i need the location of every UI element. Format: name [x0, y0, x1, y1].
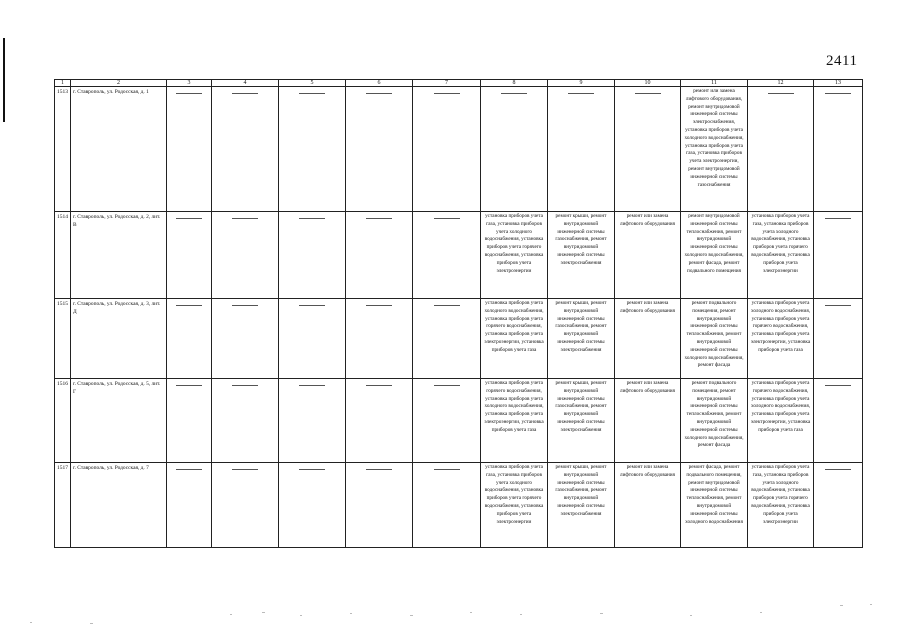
- dash-mark: [825, 305, 851, 306]
- column-number-row: [55, 80, 863, 87]
- address-cell: г. Ставрополь, ул. Родосская, д. 2, лит. В: [71, 212, 167, 299]
- work-cell: ремонт крыши, ремонт внутридомовой инженерной системы газоснабжения, ремонт внутридомовой инженерной системы электроснабжения: [548, 212, 615, 299]
- empty-cell: [279, 87, 346, 212]
- column-number: 11: [681, 80, 748, 87]
- column-number: 1: [55, 80, 71, 87]
- empty-cell: [814, 463, 863, 548]
- dash-mark: [434, 469, 460, 470]
- empty-cell: [167, 379, 212, 463]
- empty-cell: [167, 299, 212, 379]
- address-cell: г. Ставрополь, ул. Родосская, д. 5, лит. Г: [71, 379, 167, 463]
- dash-mark: [366, 93, 392, 94]
- column-number: 4: [212, 80, 279, 87]
- binding-mark: [3, 38, 5, 122]
- column-number: 3: [167, 80, 212, 87]
- empty-cell: [346, 379, 413, 463]
- empty-cell: [279, 299, 346, 379]
- empty-cell: [279, 379, 346, 463]
- dash-mark: [232, 305, 258, 306]
- work-cell: ремонт крыши, ремонт внутридомовой инженерной системы газоснабжения, ремонт внутридомовой инженерной системы электроснабжения: [548, 299, 615, 379]
- empty-cell: [748, 87, 814, 212]
- dash-mark: [299, 218, 325, 219]
- dash-mark: [176, 469, 202, 470]
- empty-cell: [413, 463, 481, 548]
- dash-mark: [299, 385, 325, 386]
- column-number: 2: [71, 80, 167, 87]
- dash-mark: [366, 218, 392, 219]
- empty-cell: [279, 463, 346, 548]
- work-cell: ремонт или замена лифтового оборудования: [615, 299, 681, 379]
- table-row: [55, 87, 863, 212]
- row-number: 1515: [55, 299, 71, 379]
- dash-mark: [825, 469, 851, 470]
- work-cell: ремонт или замена лифтового оборудования: [615, 379, 681, 463]
- empty-cell: [548, 87, 615, 212]
- empty-cell: [413, 379, 481, 463]
- dash-mark: [434, 218, 460, 219]
- empty-cell: [814, 299, 863, 379]
- empty-cell: [481, 87, 548, 212]
- column-number: 10: [615, 80, 681, 87]
- empty-cell: [814, 379, 863, 463]
- work-cell: установка приборов учета горячего водоснабжения, установка приборов учета холодного водоснабжения, установка приборов учета электроэнергии, установка приборов учета газа: [481, 379, 548, 463]
- empty-cell: [167, 463, 212, 548]
- work-cell: установка приборов учета горячего водоснабжения, установка приборов учета холодного водоснабжения, установка приборов учета электроэнергии, установка приборов учета газа: [748, 379, 814, 463]
- work-cell: ремонт фасада, ремонт подвального помещения, ремонт внутридомовой инженерной системы теплоснабжения, ремонт внутридомовой инженерной системы холодного водоснабжения: [681, 463, 748, 548]
- dash-mark: [232, 218, 258, 219]
- row-number: 1517: [55, 463, 71, 548]
- dash-mark: [232, 469, 258, 470]
- column-number: 9: [548, 80, 615, 87]
- address-cell: г. Ставрополь, ул. Родосская, д. 1: [71, 87, 167, 212]
- row-number: 1513: [55, 87, 71, 212]
- empty-cell: [814, 212, 863, 299]
- work-cell: ремонт подвального помещения, ремонт внутридомовой инженерной системы теплоснабжения, ремонт внутридомовой инженерной системы холодного водоснабжения, ремонт фасада: [681, 379, 748, 463]
- empty-cell: [346, 299, 413, 379]
- column-number: 6: [346, 80, 413, 87]
- dash-mark: [366, 469, 392, 470]
- column-number: 12: [748, 80, 814, 87]
- empty-cell: [814, 87, 863, 212]
- empty-cell: [413, 212, 481, 299]
- dash-mark: [232, 93, 258, 94]
- work-cell: ремонт крыши, ремонт внутридомовой инженерной системы газоснабжения, ремонт внутридомовой инженерной системы электроснабжения: [548, 379, 615, 463]
- work-cell: установка приборов учета газа, установка приборов учета холодного водоснабжения, установка приборов учета горячего водоснабжения, установка приборов учета электроэнергии: [748, 212, 814, 299]
- column-number: 7: [413, 80, 481, 87]
- empty-cell: [167, 87, 212, 212]
- empty-cell: [212, 463, 279, 548]
- dash-mark: [299, 93, 325, 94]
- dash-mark: [232, 385, 258, 386]
- column-number: 13: [814, 80, 863, 87]
- work-cell: ремонт внутридомовой инженерной системы теплоснабжения, ремонт внутридомовой инженерной системы холодного водоснабжения, ремонт фасада, ремонт подвального помещения: [681, 212, 748, 299]
- dash-mark: [825, 385, 851, 386]
- dash-mark: [299, 469, 325, 470]
- work-cell: ремонт подвального помещения, ремонт внутридомовой инженерной системы теплоснабжения, ремонт внутридомовой инженерной системы холодного водоснабжения, ремонт фасада: [681, 299, 748, 379]
- row-number: 1516: [55, 379, 71, 463]
- dash-mark: [366, 305, 392, 306]
- page-number: 2411: [826, 53, 858, 69]
- empty-cell: [212, 299, 279, 379]
- table-row: [55, 299, 863, 379]
- dash-mark: [176, 385, 202, 386]
- dash-mark: [434, 93, 460, 94]
- empty-cell: [346, 212, 413, 299]
- work-cell: ремонт или замена лифтового оборудования, ремонт внутридомовой инженерной системы электроснабжения, установка приборов учета холодного водоснабжения, установка приборов учета газа, установка приборов учета электроэнергии, ремонт внутридомовой инженерной системы газоснабжения: [681, 87, 748, 212]
- empty-cell: [615, 87, 681, 212]
- empty-cell: [212, 379, 279, 463]
- dash-mark: [366, 385, 392, 386]
- empty-cell: [279, 212, 346, 299]
- work-cell: установка приборов учета газа, установка приборов учета холодного водоснабжения, установка приборов учета горячего водоснабжения, установка приборов учета электроэнергии: [481, 463, 548, 548]
- empty-cell: [413, 87, 481, 212]
- work-cell: установка приборов учета газа, установка приборов учета холодного водоснабжения, установка приборов учета горячего водоснабжения, установка приборов учета электроэнергии: [481, 212, 548, 299]
- table-row: [55, 463, 863, 548]
- work-cell: установка приборов учета холодного водоснабжения, установка приборов учета горячего водоснабжения, установка приборов учета электроэнергии, установка приборов учета газа: [748, 299, 814, 379]
- work-cell: ремонт крыши, ремонт внутридомовой инженерной системы газоснабжения, ремонт внутридомовой инженерной системы электроснабжения: [548, 463, 615, 548]
- dash-mark: [176, 93, 202, 94]
- scan-noise: [0, 600, 905, 630]
- dash-mark: [825, 93, 851, 94]
- empty-cell: [413, 299, 481, 379]
- address-cell: г. Ставрополь, ул. Родосская, д. 7: [71, 463, 167, 548]
- dash-mark: [635, 93, 661, 94]
- empty-cell: [167, 212, 212, 299]
- dash-mark: [176, 305, 202, 306]
- work-cell: установка приборов учета газа, установка приборов учета холодного водоснабжения, установка приборов учета горячего водоснабжения, установка приборов учета электроэнергии: [748, 463, 814, 548]
- work-cell: ремонт или замена лифтового оборудования: [615, 212, 681, 299]
- dash-mark: [568, 93, 594, 94]
- table-row: [55, 379, 863, 463]
- column-number: 8: [481, 80, 548, 87]
- dash-mark: [299, 305, 325, 306]
- empty-cell: [212, 87, 279, 212]
- address-cell: г. Ставрополь, ул. Родосская, д. 3, лит. Д: [71, 299, 167, 379]
- dash-mark: [768, 93, 794, 94]
- work-cell: установка приборов учета холодного водоснабжения, установка приборов учета горячего водоснабжения, установка приборов учета электроэнергии, установка приборов учета газа: [481, 299, 548, 379]
- dash-mark: [825, 218, 851, 219]
- work-cell: ремонт или замена лифтового оборудования: [615, 463, 681, 548]
- dash-mark: [501, 93, 527, 94]
- dash-mark: [434, 385, 460, 386]
- empty-cell: [212, 212, 279, 299]
- dash-mark: [176, 218, 202, 219]
- repair-schedule-table: [54, 79, 863, 548]
- column-number: 5: [279, 80, 346, 87]
- dash-mark: [434, 305, 460, 306]
- empty-cell: [346, 87, 413, 212]
- row-number: 1514: [55, 212, 71, 299]
- table-row: [55, 212, 863, 299]
- empty-cell: [346, 463, 413, 548]
